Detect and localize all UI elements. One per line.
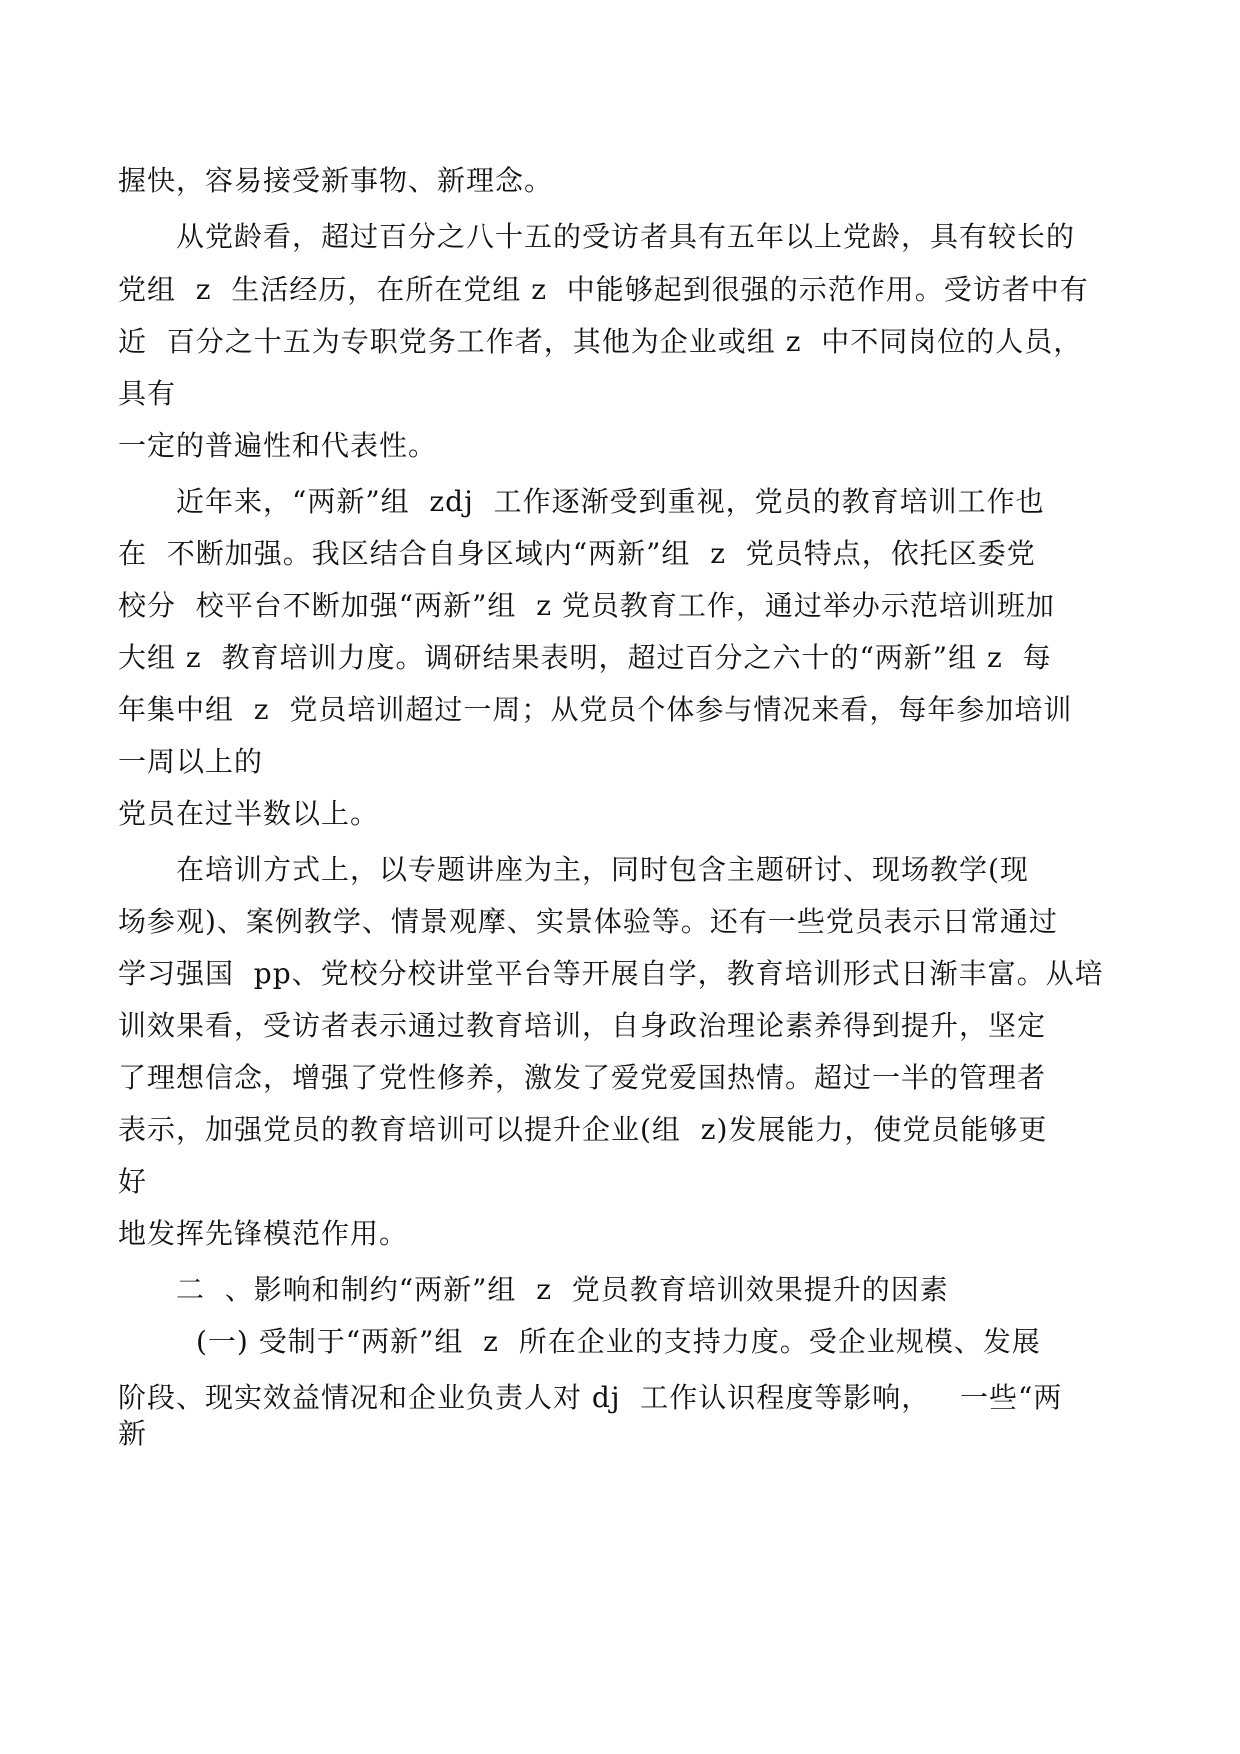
section-heading: 二 、影响和制约“两新”组 z 党员教育培训效果提升的因素	[176, 1273, 949, 1306]
paragraph-first-line: 从党龄看，超过百分之八十五的受访者具有五年以上党龄，具有较长的	[176, 220, 1076, 253]
paragraph-first-line: 近年来，“两新”组 zdj 工作逐渐受到重视，党员的教育培训工作也	[176, 485, 1045, 518]
text-line: 学习强国 pp、党校分校讲堂平台等开展自学，教育培训形式日渐丰富。从培	[118, 957, 1104, 990]
text-line: 地发挥先锋模范作用。	[118, 1217, 409, 1250]
text-line: 阶段、现实效益情况和企业负责人对 dj 工作认识程度等影响， 一些“两	[118, 1381, 1063, 1414]
subsection-heading: (一) 受制于“两新”组 z 所在企业的支持力度。受企业规模、发展	[196, 1325, 1041, 1358]
text-line: 在 不断加强。我区结合自身区域内“两新”组 z 党员特点，依托区委党	[118, 537, 1036, 570]
text-line: 校分 校平台不断加强“两新”组 z 党员教育工作，通过举办示范培训班加	[118, 589, 1055, 622]
paragraph-first-line: 在培训方式上，以专题讲座为主，同时包含主题研讨、现场教学(现	[176, 853, 1029, 886]
text-line: 党员在过半数以上。	[118, 797, 380, 830]
text-line: 大组 z 教育培训力度。调研结果表明，超过百分之六十的“两新”组 z 每	[118, 641, 1052, 674]
text-line: 好	[118, 1165, 148, 1198]
text-line: 握快，容易接受新事物、新理念。	[118, 164, 554, 197]
text-line: 场参观)、案例教学、情景观摩、实景体验等。还有一些党员表示日常通过	[118, 905, 1058, 938]
text-line: 了理想信念，增强了党性修养，激发了爱党爱国热情。超过一半的管理者	[118, 1061, 1047, 1094]
text-line: 具有	[118, 377, 177, 410]
text-line: 年集中组 z 党员培训超过一周；从党员个体参与情况来看，每年参加培训	[118, 693, 1073, 726]
text-line: 党组 z 生活经历，在所在党组 z 中能够起到很强的示范作用。受访者中有	[118, 273, 1089, 306]
text-line: 一定的普遍性和代表性。	[118, 429, 438, 462]
text-line: 新	[118, 1417, 148, 1450]
text-line: 训效果看，受访者表示通过教育培训，自身政治理论素养得到提升，坚定	[118, 1009, 1047, 1042]
text-line: 近 百分之十五为专职党务工作者，其他为企业或组 z 中不同岗位的人员，	[118, 325, 1083, 358]
text-line: 一周以上的	[118, 745, 264, 778]
text-line: 表示，加强党员的教育培训可以提升企业(组 z)发展能力，使党员能够更	[118, 1113, 1048, 1146]
